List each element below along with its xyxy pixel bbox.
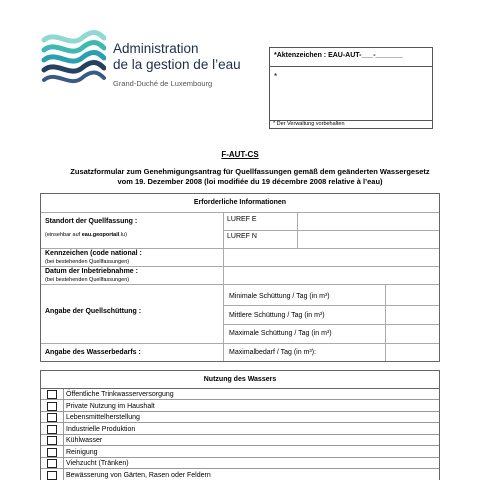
mid-schuettung-label: Mittlere Schüttung / Tag (in m³) — [229, 312, 325, 319]
luref-e-label: LUREF E — [227, 216, 257, 223]
max-bedarf-label: Maximalbedarf / Tag (in m³): — [229, 349, 317, 356]
usage-checkbox[interactable] — [47, 425, 57, 434]
kennzeichen-hint: (bei bestehenden Quellfassungen) — [45, 259, 130, 265]
org-subtitle: Grand-Duché de Luxembourg — [113, 79, 213, 88]
reference-box — [269, 47, 433, 129]
kennzeichen-input[interactable] — [224, 249, 440, 266]
usage-checkbox[interactable] — [47, 413, 57, 422]
table-header: Erforderliche Informationen — [193, 199, 287, 206]
datum-input[interactable] — [224, 267, 440, 284]
max-schuettung-label: Maximale Schüttung / Tag (in m³) — [229, 330, 332, 337]
usage-checkbox[interactable] — [47, 402, 57, 411]
min-schuettung-input[interactable] — [386, 285, 440, 305]
reference-field[interactable]: * — [274, 72, 278, 81]
usage-row — [41, 435, 439, 446]
form-title-line-1: Zusatzformular zum Genehmigungsantrag für Quellfassungen gemäß dem geänderten Wassergesetz — [70, 167, 430, 176]
form-title — [30, 167, 470, 187]
org-line-2: de la gestion de l’eau — [113, 57, 241, 72]
form-code: F-AUT-CS — [221, 150, 259, 159]
luref-e-input[interactable] — [298, 213, 440, 230]
usage-label: Kühlwasser — [66, 437, 103, 444]
usage-row — [41, 389, 439, 400]
bedarf-label: Angabe des Wasserbedarfs : — [45, 349, 141, 356]
usage-checkbox[interactable] — [47, 471, 57, 480]
usage-title: Nutzung des Wassers — [41, 371, 439, 389]
standort-label: Standort der Quellfassung : — [45, 218, 138, 225]
usage-checkbox[interactable] — [47, 436, 57, 445]
luref-n-input[interactable] — [298, 231, 440, 248]
standort-hint — [45, 232, 127, 238]
usage-label: Viehzucht (Tränken) — [66, 460, 129, 467]
usage-row — [41, 447, 439, 458]
reference-number-label: *Aktenzeichen : EAU-AUT-___-_______ — [270, 48, 432, 67]
organization-name — [113, 41, 241, 88]
mid-schuettung-input[interactable] — [386, 306, 440, 324]
usage-row — [41, 401, 439, 412]
min-schuettung-label: Minimale Schüttung / Tag (in m³) — [229, 293, 330, 300]
max-schuettung-input[interactable] — [386, 325, 440, 343]
usage-row — [41, 424, 439, 435]
reference-note: * Der Verwaltung vorbehalten — [270, 120, 432, 128]
water-usage-table — [40, 370, 440, 480]
geoportail-link[interactable]: eau.geoportail — [81, 232, 120, 238]
standort-hint-text: (einsehbar auf — [45, 232, 82, 238]
logo-waves-icon — [40, 28, 106, 88]
usage-row — [41, 458, 439, 469]
luref-n-label: LUREF N — [227, 233, 257, 240]
usage-checkbox[interactable] — [47, 459, 57, 468]
schuettung-label: Angabe der Quellschüttung : — [45, 308, 142, 315]
org-line-1: Administration — [113, 41, 199, 56]
usage-checkbox[interactable] — [47, 448, 57, 457]
kennzeichen-label: Kennzeichen (code national : — [45, 250, 142, 257]
usage-label: Industrielle Produktion — [66, 425, 136, 433]
required-info-table — [40, 193, 440, 362]
usage-row — [41, 412, 439, 423]
usage-label: Öffentliche Trinkwasserversorgung — [66, 391, 174, 398]
form-title-line-2: vom 19. Dezember 2008 (loi modifiée du 19 décembre 2008 relative à l’eau) — [117, 177, 383, 186]
usage-label: Lebensmittelherstellung — [66, 414, 140, 421]
table-rule — [41, 343, 439, 344]
datum-label: Datum der Inbetriebnahme : — [45, 268, 138, 275]
usage-row — [41, 470, 439, 480]
table-rule — [41, 284, 439, 285]
datum-hint: (bei bestehenden Quellfassungen) — [45, 277, 130, 283]
usage-label: Bewässerung von Gärten, Rasen oder Feldern — [66, 471, 211, 479]
usage-label: Reinigung — [66, 448, 98, 456]
standort-hint-suffix: .lu) — [119, 232, 127, 238]
max-bedarf-input[interactable] — [386, 344, 440, 362]
usage-checkbox[interactable] — [47, 390, 57, 399]
usage-label: Private Nutzung im Haushalt — [66, 402, 155, 410]
table-rule — [223, 212, 224, 361]
